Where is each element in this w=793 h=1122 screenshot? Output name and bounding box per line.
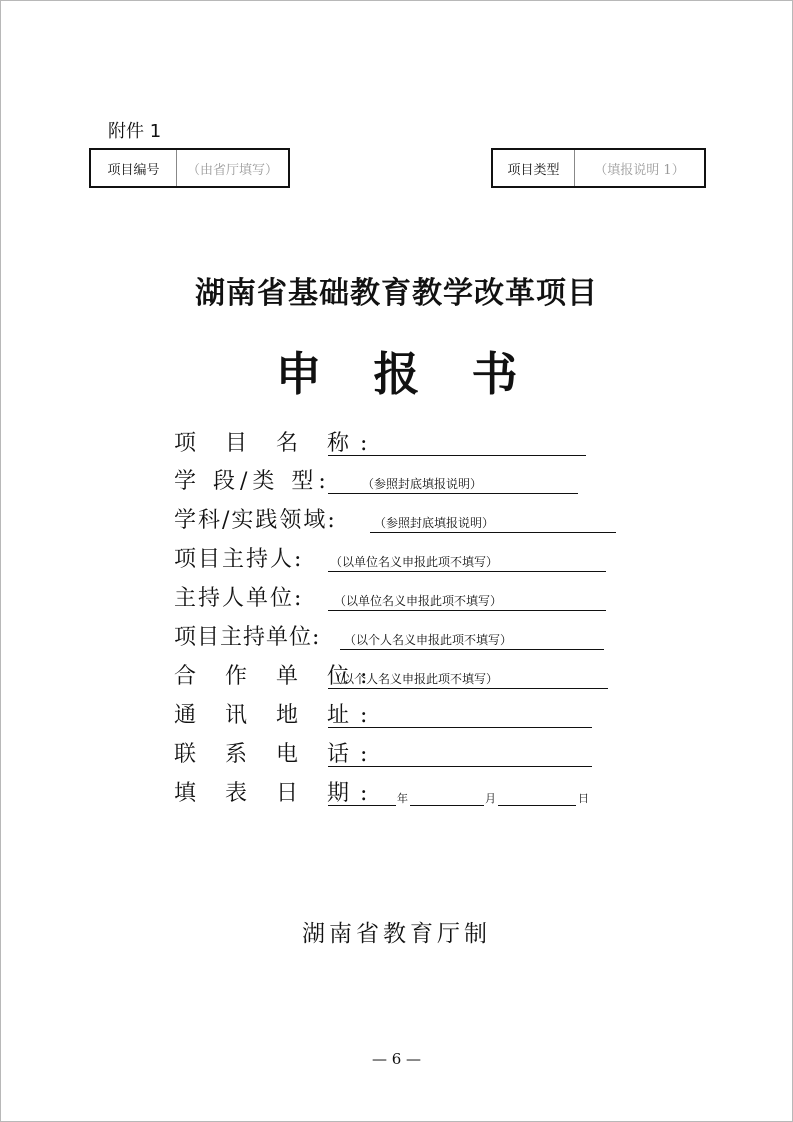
field-label: 合 作 单 位:: [174, 664, 379, 689]
stage-type-hint: （参照封底填报说明）: [362, 477, 483, 491]
address-input[interactable]: [328, 707, 592, 728]
date-day-unit: 日: [578, 792, 589, 805]
date-day-input[interactable]: [498, 785, 576, 806]
subject-domain-hint: （参照封底填报说明）: [374, 516, 495, 530]
field-label: 填 表 日 期:: [174, 781, 379, 806]
document-subtitle: 申 报 书: [275, 347, 536, 401]
field-label: 通 讯 地 址:: [174, 703, 379, 728]
page-number: — 6 —: [371, 1050, 422, 1068]
project-number-box: [89, 148, 290, 188]
date-year-input[interactable]: [328, 785, 396, 806]
field-leader-unit: [174, 585, 503, 613]
field-label: 主持人单位:: [174, 586, 304, 611]
field-label: 学科/实践领域:: [174, 508, 337, 533]
field-address: [174, 702, 378, 730]
date-month-unit: 月: [485, 792, 496, 805]
attachment-label: 附件 1: [108, 121, 162, 142]
hosting-unit-hint: （以个人名义申报此项不填写）: [344, 633, 513, 647]
document-title: 湖南省基础教育教学改革项目: [195, 276, 598, 311]
project-type-box: [491, 148, 706, 188]
field-subject-domain: [174, 507, 495, 535]
field-label: 项目主持人:: [174, 547, 304, 572]
leader-unit-hint: （以单位名义申报此项不填写）: [334, 594, 503, 608]
issuer: 湖南省教育厅制: [302, 921, 491, 947]
field-project-name: [174, 430, 378, 458]
field-hosting-unit: [174, 624, 513, 652]
field-project-leader: [174, 546, 499, 574]
field-phone: [174, 741, 378, 769]
field-partner-unit: [174, 663, 499, 691]
field-label: 项 目 名 称:: [174, 431, 379, 456]
partner-unit-hint: （以个人名义申报此项不填写）: [330, 672, 499, 686]
project-number-label: 项目编号: [91, 150, 177, 186]
project-type-label: 项目类型: [493, 150, 575, 186]
field-label: 学 段/类 型:: [174, 469, 331, 494]
field-label: 项目主持单位:: [174, 625, 321, 650]
project-name-input[interactable]: [328, 435, 586, 456]
project-leader-hint: （以单位名义申报此项不填写）: [330, 555, 499, 569]
date-month-input[interactable]: [410, 785, 484, 806]
phone-input[interactable]: [328, 746, 592, 767]
field-stage-type: [174, 468, 483, 496]
field-fill-date: [174, 780, 589, 808]
project-type-field[interactable]: （填报说明 1）: [594, 162, 685, 178]
field-label: 联 系 电 话:: [174, 742, 379, 767]
project-number-field[interactable]: （由省厅填写）: [186, 162, 278, 178]
date-year-unit: 年: [397, 792, 408, 805]
